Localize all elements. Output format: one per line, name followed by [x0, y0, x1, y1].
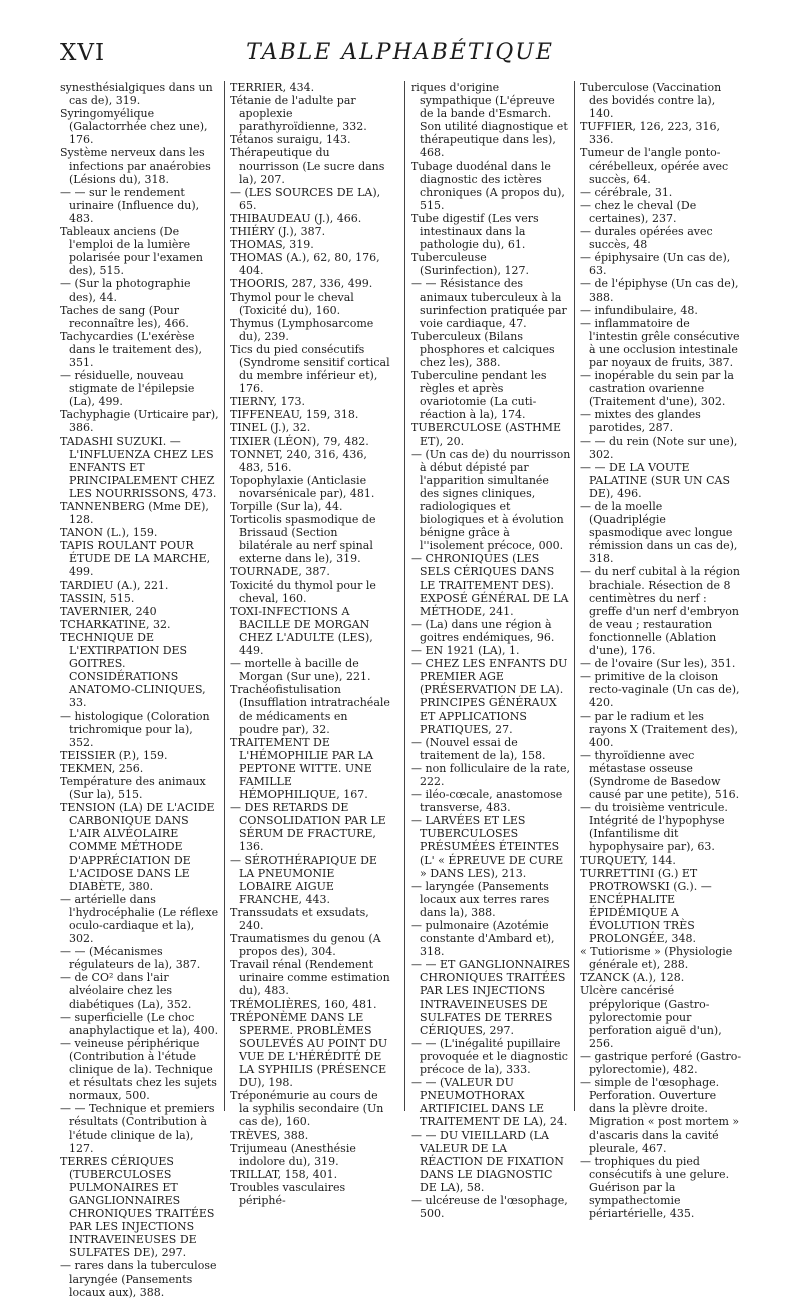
- index-columns: [60, 81, 742, 1299]
- index-entry: TRÉPONÈME DANS LE SPERME. PROBLÈMES SOULEVÉS AU POINT DU VUE DE L'HÉRÉDITÉ DE LA SYPHILIS (PRÉSENCE DU), 198.: [230, 1010, 388, 1090]
- index-entry: — épiphysaire (Un cas de), 63.: [580, 251, 731, 278]
- index-entry: — (Un cas de) du nourrisson à début dépisté par l'apparition simultanée des signes cliniques, radiologiques et biologiques et à évolution bénigne grâce à l''isolement précoce, 000.: [411, 447, 571, 553]
- index-entry: — (Sur la photographie des), 44.: [60, 277, 191, 304]
- index-entry: — de CO² dans l'air alvéolaire chez les diabétiques (La), 352.: [60, 971, 192, 1011]
- index-entry: TASSIN, 515.: [60, 591, 135, 605]
- index-entry: THOMAS, 319.: [230, 238, 314, 252]
- index-entry: Tuberculine pendant les règles et après ovariotomie (La cuti-réaction à la), 174.: [411, 369, 547, 422]
- index-entry: — — DU VIEILLARD (LA VALEUR DE LA RÉACTION DE FIXATION DANS LE DIAGNOSTIC DE LA), 58.: [411, 1128, 564, 1194]
- index-entry: TINEL (J.), 32.: [230, 421, 311, 435]
- index-entry: — mortelle à bacille de Morgan (Sur une), 221.: [230, 657, 371, 684]
- column-divider: [574, 81, 575, 1111]
- index-entry: TIFFENEAU, 159, 318.: [230, 408, 359, 422]
- index-entry: TOXI-INFECTIONS A BACILLE DE MORGAN CHEZ L'ADULTE (LES), 449.: [230, 604, 373, 658]
- index-entry: — de l'ovaire (Sur les), 351.: [580, 657, 736, 671]
- index-entry: Tumeur de l'angle ponto-cérébelleux, opérée avec succès, 64.: [580, 146, 729, 186]
- index-entry: « Tutiorisme » (Physiologie générale et), 288.: [580, 945, 733, 972]
- index-entry: THOMAS (A.), 62, 80, 176, 404.: [230, 251, 380, 278]
- index-entry: Tréponémurie au cours de la syphilis secondaire (Un cas de), 160.: [230, 1089, 384, 1129]
- index-entry: — — du rein (Note sur une), 302.: [580, 434, 738, 461]
- index-entry: TEKMEN, 256.: [60, 761, 144, 775]
- index-entry: Trijumeau (Anesthésie indolore du), 319.: [230, 1141, 356, 1168]
- index-entry: — (LES SOURCES DE LA), 65.: [230, 185, 381, 212]
- index-entry: — histologique (Coloration trichromique pour la), 352.: [60, 709, 210, 749]
- index-entry: THOORIS, 287, 336, 499.: [230, 277, 373, 291]
- index-entry: — veineuse périphérique (Contribution à l'étude clinique de la). Technique et résultats chez les sujets normaux, 500.: [60, 1036, 217, 1103]
- index-entry: Travail rénal (Rendement urinaire comme estimation du), 483.: [230, 958, 390, 998]
- index-entry: — durales opérées avec succès, 48: [580, 225, 713, 252]
- index-entry: — — Résistance des animaux tuberculeux à la surinfection pratiquée par voie cardiaque, 47.: [411, 277, 567, 330]
- index-entry: — EN 1921 (LA), 1.: [411, 644, 520, 658]
- index-entry: Taches de sang (Pour reconnaître les), 466.: [60, 303, 189, 330]
- index-entry: Tics du pied consécutifs (Syndrome sensitif cortical du membre inférieur et), 176.: [230, 342, 390, 396]
- index-entry: Torpille (Sur la), 44.: [230, 500, 343, 513]
- index-entry: Toxicité du thymol pour le cheval, 160.: [230, 578, 376, 605]
- index-entry: TRILLAT, 158, 401.: [230, 1167, 338, 1181]
- index-entry: — DES RETARDS DE CONSOLIDATION PAR LE SÉRUM DE FRACTURE, 136.: [230, 801, 386, 854]
- index-entry: Tubage duodénal dans le diagnostic des ictères chroniques (A propos du), 515.: [411, 159, 565, 212]
- index-entry: — trophiques du pied consécutifs à une gelure. Guérison par la sympathectomie périartérielle, 435.: [580, 1154, 730, 1221]
- index-entry: TCHARKATINE, 32.: [60, 617, 171, 631]
- index-entry: — non folliculaire de la rate, 222.: [411, 761, 571, 788]
- index-entry: TZANCK (A.), 128.: [580, 971, 685, 985]
- index-entry: TRÉMOLIÈRES, 160, 481.: [230, 997, 377, 1011]
- index-entry: — pulmonaire (Azotémie constante d'Ambard et), 318.: [411, 919, 555, 959]
- index-entry: riques d'origine sympathique (L'épreuve de la bande d'Esmarch. Son utilité diagnostique et thérapeutique dans les), 468.: [411, 81, 568, 160]
- column-divider: [224, 81, 225, 1111]
- index-entry: TIERNY, 173.: [230, 395, 305, 409]
- index-entry: TRÈVES, 388.: [230, 1128, 309, 1142]
- index-entry: — de la moelle (Quadriplégie spasmodique avec longue rémission dans un cas de), 318.: [580, 500, 738, 566]
- index-entry: — (La) dans une région à goitres endémiques, 96.: [411, 617, 555, 644]
- index-entry: TUBERCULOSE (ASTHME ET), 20.: [411, 421, 562, 448]
- index-entry: — — (Mécanismes régulateurs de la), 387.: [60, 945, 201, 972]
- index-entry: THIÉRY (J.), 387.: [230, 225, 326, 239]
- index-entry: — primitive de la cloison recto-vaginale (Un cas de), 420.: [580, 670, 740, 710]
- index-entry: — mixtes des glandes parotides, 287.: [580, 408, 701, 435]
- index-entry: — du troisième ventricule. Intégrité de l'hypophyse (Infantilisme dit hypophysaire par), 63.: [580, 801, 728, 854]
- index-entry: TIXIER (LÉON), 79, 482.: [230, 434, 369, 448]
- index-entry: TERRIER, 434.: [230, 81, 315, 94]
- index-entry: — thyroïdienne avec métastase osseuse (Syndrome de Basedow causé par une petite), 516.: [580, 748, 740, 802]
- index-entry: — — sur le rendement urinaire (Influence du), 483.: [60, 185, 200, 225]
- index-entry: Trachéofistulisation (Insufflation intratrachéale de médicaments en poudre par), 32.: [230, 683, 390, 736]
- index-entry: — CHRONIQUES (LES SELS CÉRIQUES DANS LE TRAITEMENT DES). EXPOSÉ GÉNÉRAL DE LA MÉTHODE, 241.: [411, 552, 569, 618]
- index-entry: — — ET GANGLIONNAIRES CHRONIQUES TRAITÉES PAR LES INJECTIONS INTRAVEINEUSES DE SULFATES DE TERRES CÉRIQUES, 297.: [411, 958, 571, 1037]
- index-entry: — — DE LA VOUTE PALATINE (SUR UN CAS DE), 496.: [580, 460, 730, 500]
- index-entry: TRAITEMENT DE L'HÉMOPHILIE PAR LA PEPTONE WITTE. UNE FAMILLE HÉMOPHILIQUE, 167.: [230, 735, 374, 802]
- index-entry: Traumatismes du genou (A propos des), 304.: [230, 932, 381, 959]
- index-entry: — superficielle (Le choc anaphylactique et la), 400.: [60, 1010, 219, 1037]
- index-entry: — LARVÉES ET LES TUBERCULOSES PRÉSUMÉES ÉTEINTES (L' « ÉPREUVE DE CURE » DANS LES), 213.: [411, 814, 564, 880]
- index-entry: Thymol pour le cheval (Toxicité du), 160.: [230, 290, 354, 317]
- index-entry: TEISSIER (P.), 159.: [60, 748, 168, 762]
- index-entry: — — (L'inégalité pupillaire provoquée et le diagnostic précoce de la), 333.: [411, 1036, 568, 1077]
- index-entry: Syringomyélique (Galactorrhée chez une), 176.: [60, 107, 208, 147]
- index-entry: — ulcéreuse de l'œsophage, 500.: [411, 1193, 568, 1221]
- index-entry: — inopérable du sein par la castration ovarienne (Traitement d'une), 302.: [580, 369, 734, 409]
- index-entry: — simple de l'œsophage. Perforation. Ouverture dans la plèvre droite. Migration « post mortem » d'ascaris dans la cavité pleurale, 467.: [580, 1076, 740, 1155]
- index-entry: THIBAUDEAU (J.), 466.: [230, 211, 362, 225]
- index-entry: Tube digestif (Les vers intestinaux dans la pathologie du), 61.: [411, 211, 539, 252]
- index-entry: — iléo-cœcale, anastomose transverse, 483.: [411, 788, 563, 815]
- index-entry: Tétanie de l'adulte par apoplexie parathyroïdienne, 332.: [230, 94, 367, 134]
- index-entry: TURQUETY, 144.: [580, 853, 676, 867]
- index-entry: Ulcère cancérisé prépylorique (Gastro-pylorectomie pour perforation aiguë d'un), 256.: [580, 984, 722, 1050]
- index-entry: TANON (L.), 159.: [60, 526, 158, 540]
- index-entry: Tétanos suraigu, 143.: [230, 133, 351, 147]
- index-entry: TAPIS ROULANT POUR ÉTUDE DE LA MARCHE, 499.: [60, 539, 211, 579]
- index-entry: TUFFIER, 126, 223, 316, 336.: [580, 120, 720, 147]
- index-entry: TANNENBERG (Mme DE), 128.: [60, 500, 209, 527]
- index-entry: — inflammatoire de l'intestin grêle consécutive à une occlusion intestinale par noyaux de fruits, 387.: [580, 316, 740, 369]
- page-number: XVI: [60, 40, 106, 66]
- index-entry: Transsudats et exsudats, 240.: [230, 905, 369, 932]
- index-entry: synesthésialgiques dans un cas de), 319.: [60, 81, 213, 108]
- index-entry: Système nerveux dans les infections par anaérobies (Lésions du), 318.: [60, 146, 211, 186]
- index-entry: — (Nouvel essai de traitement de la), 158.: [411, 735, 546, 762]
- index-entry: — chez le cheval (De certaines), 237.: [580, 198, 697, 225]
- index-entry: — résiduelle, nouveau stigmate de l'épilepsie (La), 499.: [60, 369, 195, 409]
- column-divider: [404, 81, 405, 1111]
- index-entry: TAVERNIER, 240: [60, 604, 157, 618]
- index-entry: — par le radium et les rayons X (Traitement des), 400.: [580, 709, 739, 749]
- index-entry: — SÉROTHÉRAPIQUE DE LA PNEUMONIE LOBAIRE AIGUE FRANCHE, 443.: [230, 853, 377, 906]
- page-header: [60, 40, 740, 74]
- index-column-4: [580, 81, 742, 1221]
- index-entry: TENSION (LA) DE L'ACIDE CARBONIQUE DANS L'AIR ALVÉOLAIRE COMME MÉTHODE D'APPRÉCIATION DE L'ACIDOSE DANS LE DIABÈTE, 380.: [60, 801, 215, 893]
- index-entry: Thymus (Lymphosarcome du), 239.: [230, 316, 374, 343]
- index-entry: TONNET, 240, 316, 436, 483, 516.: [230, 447, 367, 474]
- index-entry: Torticolis spasmodique de Brissaud (Section bilatérale au nerf spinal externe dans le), 319.: [230, 513, 376, 566]
- index-entry: — CHEZ LES ENFANTS DU PREMIER AGE (PRÉSERVATION DE LA). PRINCIPES GÉNÉRAUX ET APPLICATIONS PRATIQUES, 27.: [411, 657, 568, 736]
- index-entry: TARDIEU (A.), 221.: [60, 578, 169, 592]
- index-entry: Tachyphagie (Urticaire par), 386.: [60, 408, 219, 435]
- index-entry: — rares dans la tuberculose laryngée (Pansements locaux aux), 388.: [60, 1259, 217, 1299]
- index-entry: Tableaux anciens (De l'emploi de la lumière polarisée pour l'examen des), 515.: [60, 225, 204, 278]
- index-entry: Tuberculeux (Bilans phosphores et calciques chez les), 388.: [411, 329, 555, 369]
- index-entry: Thérapeutique du nourrisson (Le sucre dans la), 207.: [230, 146, 385, 186]
- index-entry: — infundibulaire, 48.: [580, 303, 698, 317]
- index-entry: Tuberculeuse (Surinfection), 127.: [411, 251, 529, 278]
- index-column-2: [230, 81, 390, 1207]
- index-entry: Troubles vasculaires périphé-: [230, 1180, 346, 1207]
- index-entry: TERRES CÉRIQUES (TUBERCULOSES PULMONAIRES ET GANGLIONNAIRES CHRONIQUES TRAITÉES PAR LES INJECTIONS INTRAVEINEUSES DE SULFATES DE), 297.: [60, 1154, 215, 1260]
- index-entry: TADASHI SUZUKI. — L'INFLUENZA CHEZ LES ENFANTS ET PRINCIPALEMENT CHEZ LES NOURRISSONS, 473.: [60, 434, 217, 500]
- index-entry: TECHNIQUE DE L'EXTIRPATION DES GOITRES. CONSIDÉRATIONS ANATOMO-CLINIQUES, 33.: [60, 630, 206, 710]
- index-entry: Tachycardies (L'exérèse dans le traitement des), 351.: [60, 329, 202, 369]
- index-entry: — — Technique et premiers résultats (Contribution à l'étude clinique de la), 127.: [60, 1102, 215, 1155]
- index-entry: — gastrique perforé (Gastro-pylorectomie), 482.: [580, 1049, 742, 1077]
- index-entry: — du nerf cubital à la région brachiale. Résection de 8 centimètres du nerf : greffe d'un nerf d'embryon de veau ; restauration fonctionnelle (Ablation d'une), 176.: [580, 565, 740, 658]
- index-entry: Température des animaux (Sur la), 515.: [60, 774, 206, 802]
- index-entry: — laryngée (Pansements locaux aux terres rares dans la), 388.: [411, 879, 550, 919]
- index-column-1: [60, 81, 220, 1299]
- index-entry: — — (VALEUR DU PNEUMOTHORAX ARTIFICIEL DANS LE TRAITEMENT DE LA), 24.: [411, 1076, 568, 1129]
- index-entry: — cérébrale, 31.: [580, 185, 673, 199]
- page-title: TABLE ALPHABÉTIQUE: [246, 40, 554, 65]
- index-entry: TOURNADE, 387.: [230, 565, 330, 579]
- index-entry: — de l'épiphyse (Un cas de), 388.: [580, 277, 739, 304]
- index-column-3: [411, 81, 571, 1221]
- index-entry: Tuberculose (Vaccination des bovidés contre la), 140.: [580, 81, 722, 121]
- index-entry: — artérielle dans l'hydrocéphalie (Le réflexe oculo-cardiaque et la), 302.: [60, 892, 219, 946]
- index-entry: Topophylaxie (Anticlasie novarsénicale par), 481.: [230, 473, 375, 500]
- index-entry: TURRETTINI (G.) ET PROTROWSKI (G.). — ENCÉPHALITE ÉPIDÉMIQUE A ÉVOLUTION TRÈS PROLONGÉE, 348.: [580, 866, 712, 946]
